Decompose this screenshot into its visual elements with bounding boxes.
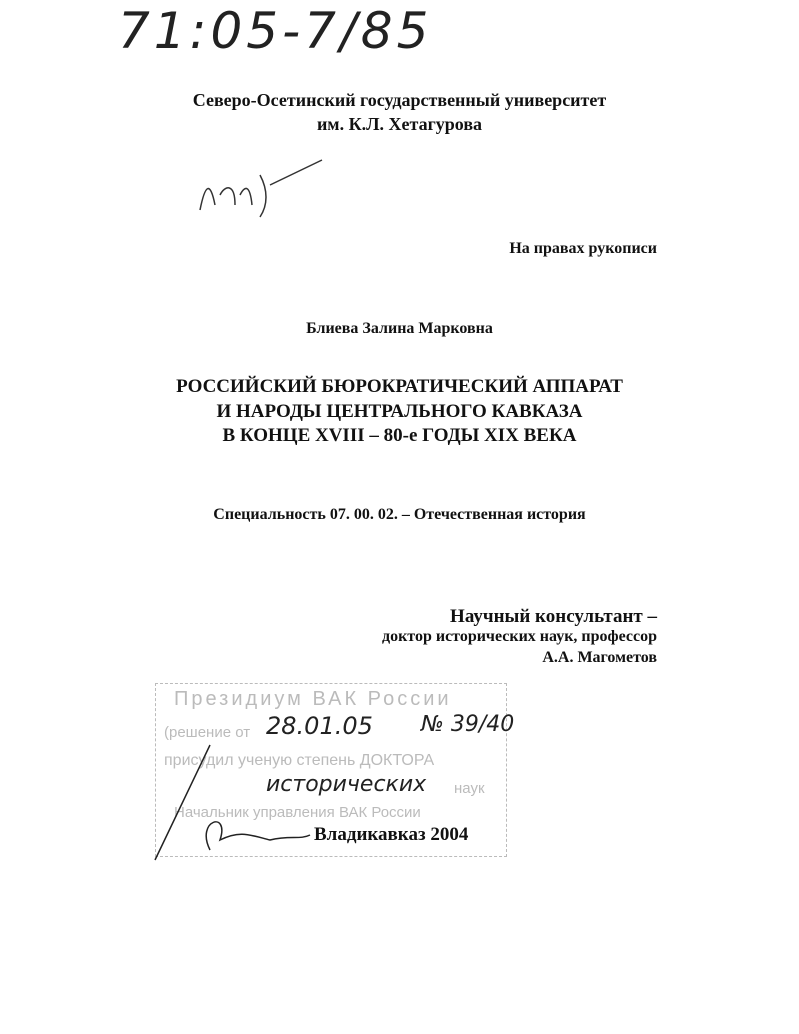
university-subtitle: им. К.Л. Хетагурова (316, 114, 483, 134)
stamp-number: № 39/40 (421, 712, 515, 737)
author-name: Блиева Залина Марковна (306, 320, 493, 337)
title-line-3: В КОНЦЕ XVIII – 80-е ГОДЫ XIX ВЕКА (222, 425, 577, 446)
stamp-signature (150, 740, 320, 870)
archive-number: 71:05-7/85 (118, 2, 433, 60)
stamp-line-4: наук (454, 780, 485, 797)
stamp-date: 28.01.05 (266, 712, 373, 740)
university-name: Северо-Осетинский государственный университет (192, 90, 607, 110)
stamp-line-1: Президиум ВАК России (174, 688, 452, 710)
stamp-line-5: Начальник управления ВАК России (174, 804, 421, 821)
consultant-degree: доктор исторических наук, профессор (381, 628, 657, 645)
title-line-1: РОССИЙСКИЙ БЮРОКРАТИЧЕСКИЙ АППАРАТ (176, 376, 623, 397)
handwritten-signature (190, 155, 330, 225)
manuscript-note: На правах рукописи (509, 240, 657, 257)
consultant-label: Научный консультант – (450, 606, 657, 627)
stamp-line-3: присудил ученую степень ДОКТОРА (164, 752, 435, 769)
stamp-line-2: (решение от (164, 724, 251, 741)
specialty: Специальность 07. 00. 02. – Отечественная история (213, 506, 586, 523)
place-year: Владикавказ 2004 (314, 824, 469, 845)
stamp-field: исторических (266, 772, 427, 797)
consultant-name: А.А. Магометов (542, 649, 657, 666)
title-line-2: И НАРОДЫ ЦЕНТРАЛЬНОГО КАВКАЗА (216, 401, 583, 422)
